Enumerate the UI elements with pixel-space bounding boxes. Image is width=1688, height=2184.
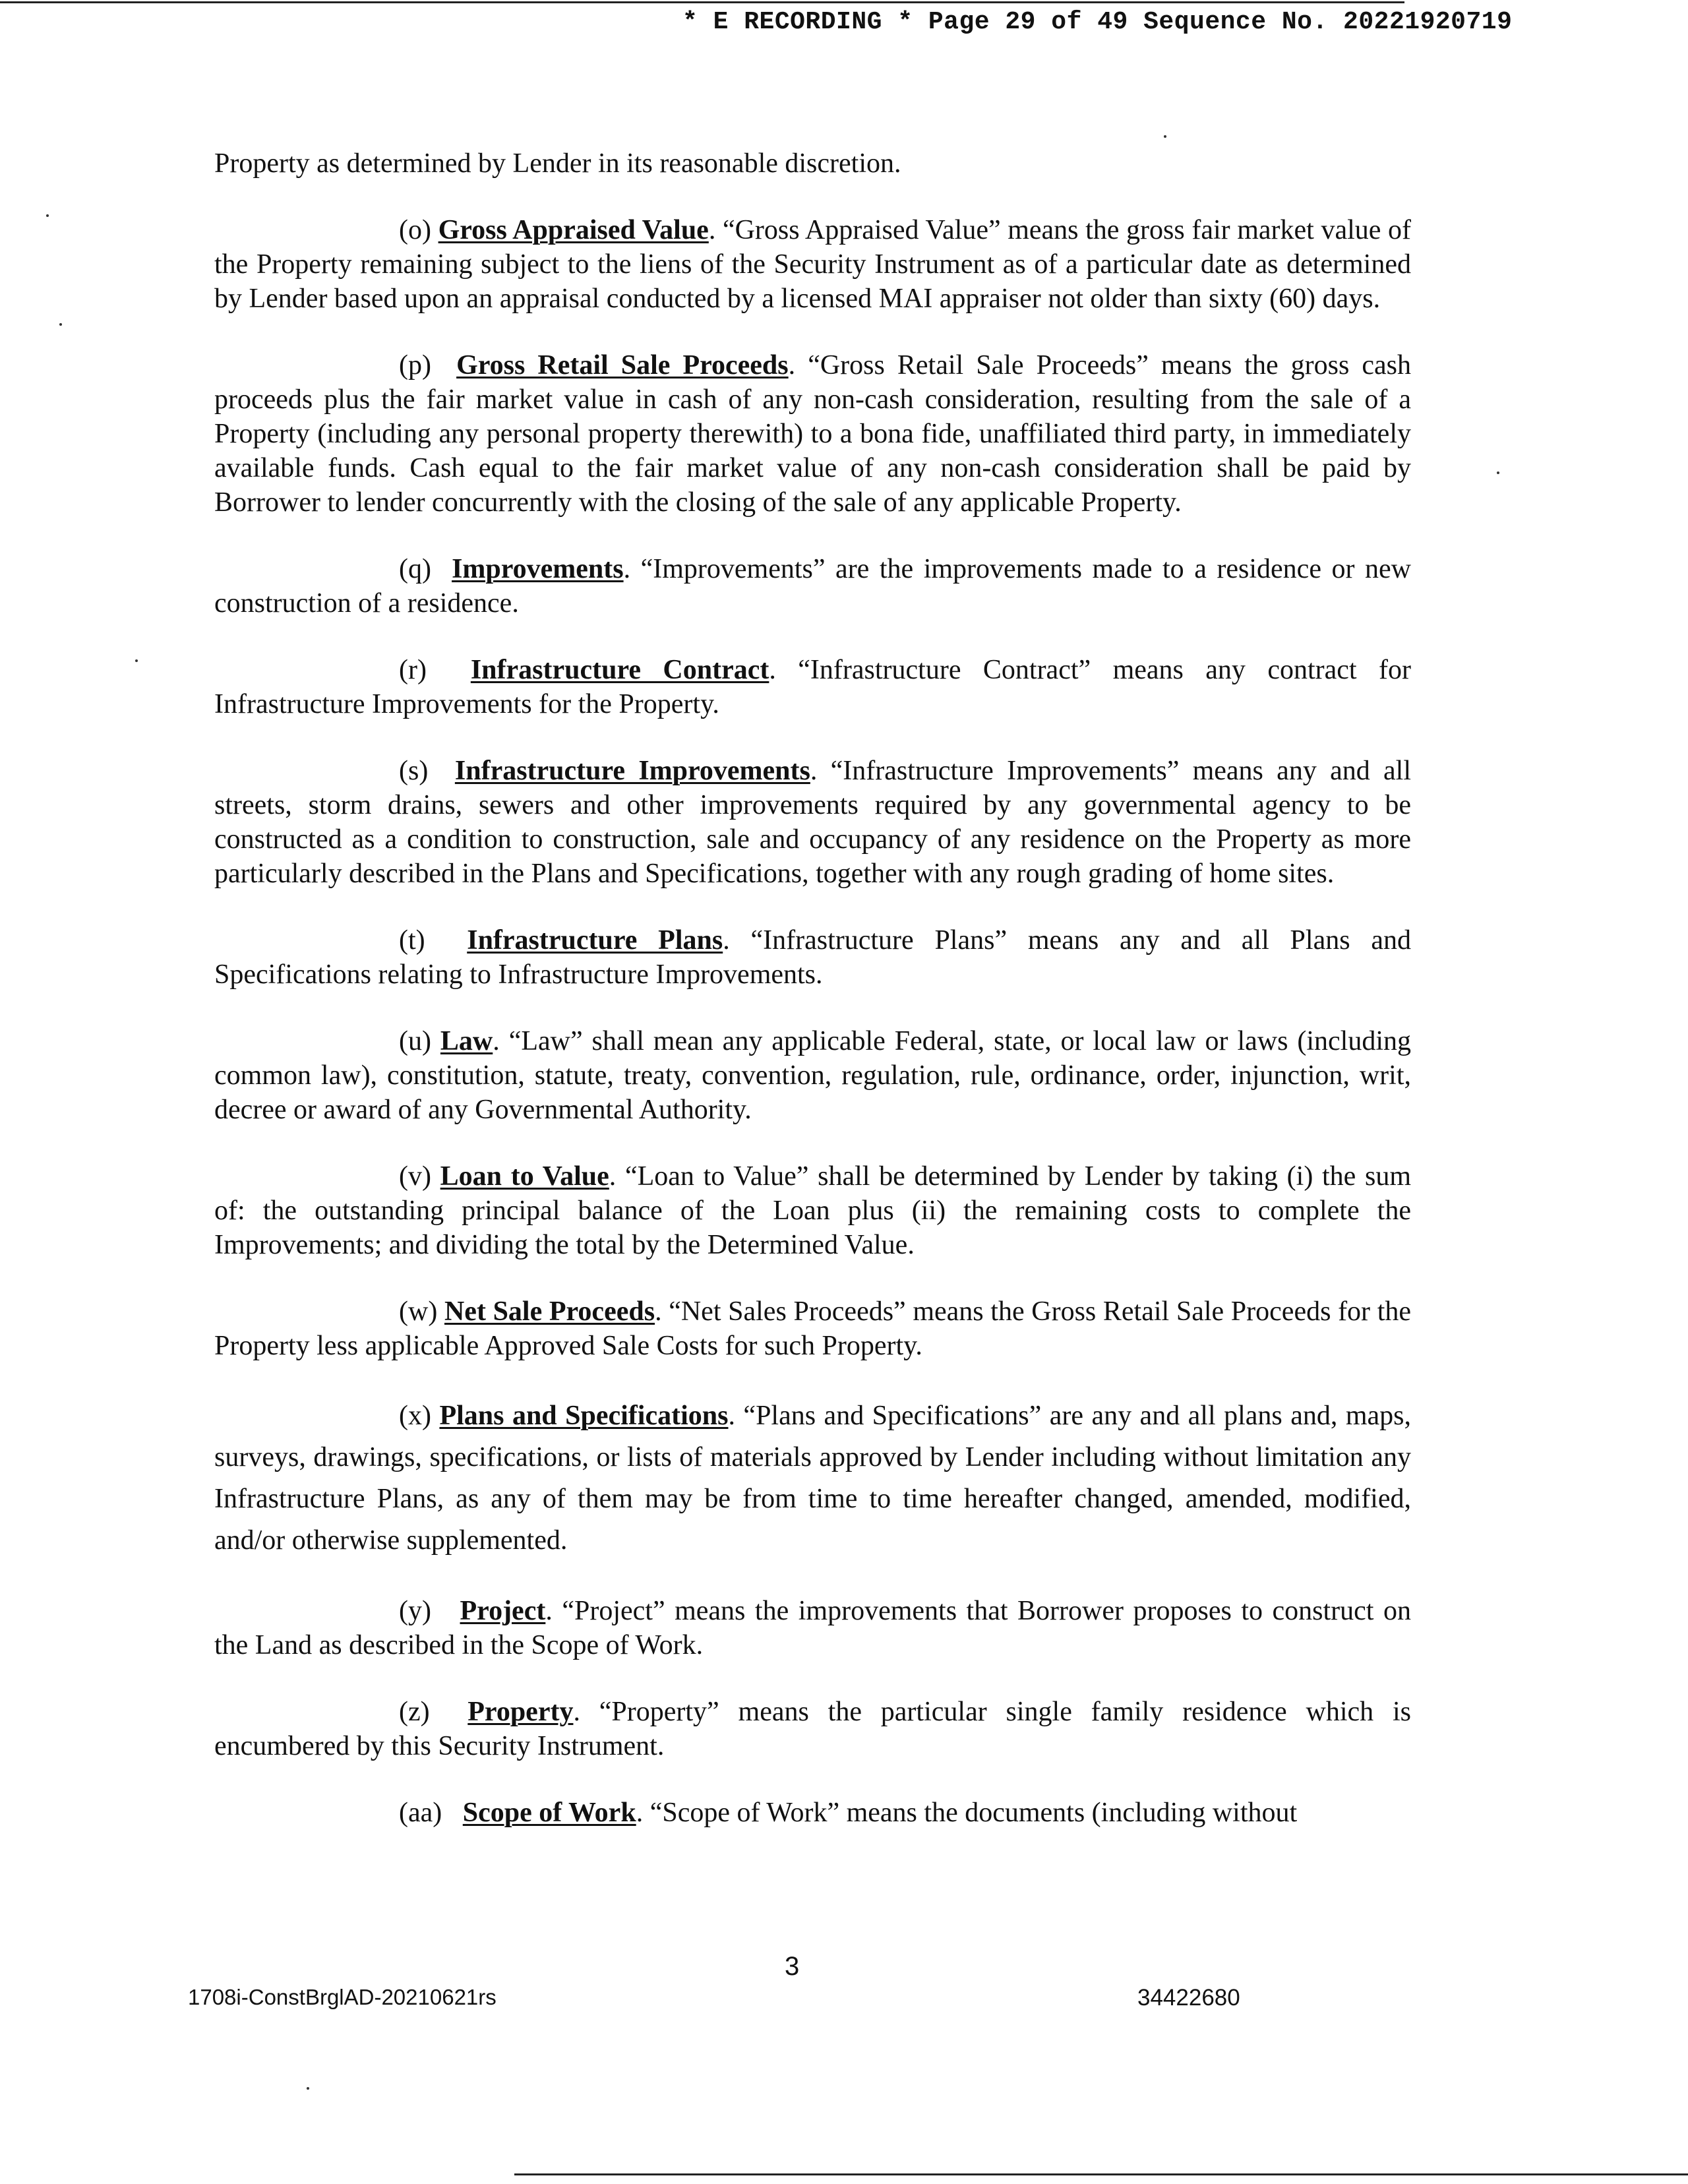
scan-speck bbox=[46, 214, 49, 217]
scan-speck bbox=[1164, 135, 1166, 138]
definition-t bbox=[214, 923, 1411, 992]
definition-w bbox=[214, 1294, 1411, 1363]
definition-label: (aa) bbox=[399, 1798, 442, 1828]
definition-label: (w) bbox=[399, 1296, 438, 1327]
defined-term: Plans and Specifications bbox=[439, 1401, 729, 1431]
defined-term: Infrastructure Plans bbox=[467, 925, 723, 956]
definition-label: (t) bbox=[399, 925, 425, 956]
definition-text: . “Property” means the particular single family residence which is encumbered by this Security Instrument. bbox=[214, 1697, 1411, 1761]
definition-u bbox=[214, 1024, 1411, 1127]
definition-label: (u) bbox=[399, 1026, 431, 1056]
definition-z bbox=[214, 1695, 1411, 1763]
definition-v bbox=[214, 1159, 1411, 1262]
defined-term: Gross Retail Sale Proceeds bbox=[456, 350, 789, 380]
definition-text: . “Gross Retail Sale Proceeds” means the gross cash proceeds plus the fair market value in cash of any non-cash consideration, resulting from the sale of a Property (including any personal property therewith) to a bona fide, unaffiliated third party, in immediately available funds. Cash equal to the fair market value of any non-cash consideration shall be paid by Borrower to lender concurrently with the closing of the sale of any applicable Property. bbox=[214, 350, 1412, 518]
definition-s bbox=[214, 754, 1411, 891]
definition-label: (z) bbox=[399, 1697, 430, 1727]
definition-p bbox=[214, 348, 1411, 520]
defined-term: Scope of Work bbox=[462, 1798, 636, 1828]
continuation-paragraph: Property as determined by Lender in its reasonable discretion. bbox=[214, 148, 901, 179]
definition-label: (p) bbox=[399, 350, 431, 380]
top-scan-rule bbox=[0, 1, 1404, 3]
defined-term: Property bbox=[467, 1697, 574, 1727]
definition-text: . “Project” means the improvements that Borrower proposes to construct on the Land as described in the Scope of Work. bbox=[214, 1596, 1411, 1660]
definition-r bbox=[214, 653, 1411, 721]
defined-term: Law bbox=[440, 1026, 493, 1056]
scan-speck bbox=[59, 323, 62, 326]
bottom-scan-rule bbox=[514, 2173, 1688, 2175]
definition-label: (x) bbox=[399, 1401, 431, 1431]
definition-label: (y) bbox=[399, 1596, 431, 1626]
definition-text: . “Net Sales Proceeds” means the Gross Retail Sale Proceeds for the Property less applicable Approved Sale Costs for such Property. bbox=[214, 1296, 1412, 1361]
defined-term: Infrastructure Improvements bbox=[454, 756, 810, 786]
definition-label: (q) bbox=[399, 554, 431, 584]
definition-text: . “Infrastructure Contract” means any contract for Infrastructure Improvements for the Property. bbox=[214, 655, 1411, 719]
definition-text: . “Gross Appraised Value” means the gross fair market value of the Property remaining subject to the liens of the Security Instrument as of a particular date as determined by Lender based upon an appraisal conducted by a licensed MAI appraiser not older than sixty (60) days. bbox=[214, 215, 1411, 314]
definition-y bbox=[214, 1594, 1411, 1662]
defined-term: Net Sale Proceeds bbox=[444, 1296, 655, 1327]
definition-o bbox=[214, 213, 1411, 316]
loan-number: 34422680 bbox=[1137, 1985, 1240, 2011]
recording-header: * E RECORDING * Page 29 of 49 Sequence No. 20221920719 bbox=[682, 8, 1513, 36]
defined-term: Project bbox=[460, 1596, 546, 1626]
definition-x bbox=[214, 1395, 1411, 1562]
defined-term: Gross Appraised Value bbox=[438, 215, 709, 245]
scan-speck bbox=[135, 659, 138, 662]
definition-text: . “Improvements” are the improvements made to a residence or new construction of a residence. bbox=[214, 554, 1411, 619]
defined-term: Loan to Value bbox=[440, 1161, 609, 1192]
definition-text: . “Infrastructure Plans” means any and all Plans and Specifications relating to Infrastructure Improvements. bbox=[214, 925, 1411, 990]
definition-label: (o) bbox=[399, 215, 431, 245]
defined-term: Improvements bbox=[452, 554, 624, 584]
defined-term: Infrastructure Contract bbox=[470, 655, 769, 685]
definition-text: . “Infrastructure Improvements” means any and all streets, storm drains, sewers and other improvements required by any governmental agency to be constructed as a condition to construction, sale and occupancy of any residence on the Property as more particularly described in the Plans and Specifications, together with any rough grading of home sites. bbox=[214, 756, 1411, 889]
definition-label: (r) bbox=[399, 655, 427, 685]
form-identifier: 1708i-ConstBrglAD-20210621rs bbox=[188, 1985, 497, 2009]
definition-aa bbox=[214, 1796, 1411, 1830]
scan-speck bbox=[307, 2087, 309, 2090]
document-body bbox=[214, 146, 1411, 1862]
definition-label: (v) bbox=[399, 1161, 431, 1192]
definition-label: (s) bbox=[399, 756, 429, 786]
definition-text: . “Loan to Value” shall be determined by Lender by taking (i) the sum of: the outstanding principal balance of the Loan plus (ii) the remaining costs to complete the Improvements; and dividing the total by the Determined Value. bbox=[214, 1161, 1412, 1260]
page-number: 3 bbox=[785, 1952, 800, 1981]
definition-text: . “Law” shall mean any applicable Federal, state, or local law or laws (including common law), constitution, statute, treaty, convention, regulation, rule, ordinance, order, injunction, writ, decree or award of any Governmental Authority. bbox=[214, 1026, 1412, 1125]
definition-q bbox=[214, 552, 1411, 621]
definition-text: . “Plans and Specifications” are any and all plans and, maps, surveys, drawings, specifications, or lists of materials approved by Lender including without limitation any Infrastructure Plans, as any of them may be from time to time hereafter changed, amended, modified, and/or otherwise supplemented. bbox=[214, 1401, 1411, 1556]
definition-text: . “Scope of Work” means the documents (including without bbox=[636, 1798, 1298, 1828]
scan-speck bbox=[1497, 471, 1499, 474]
